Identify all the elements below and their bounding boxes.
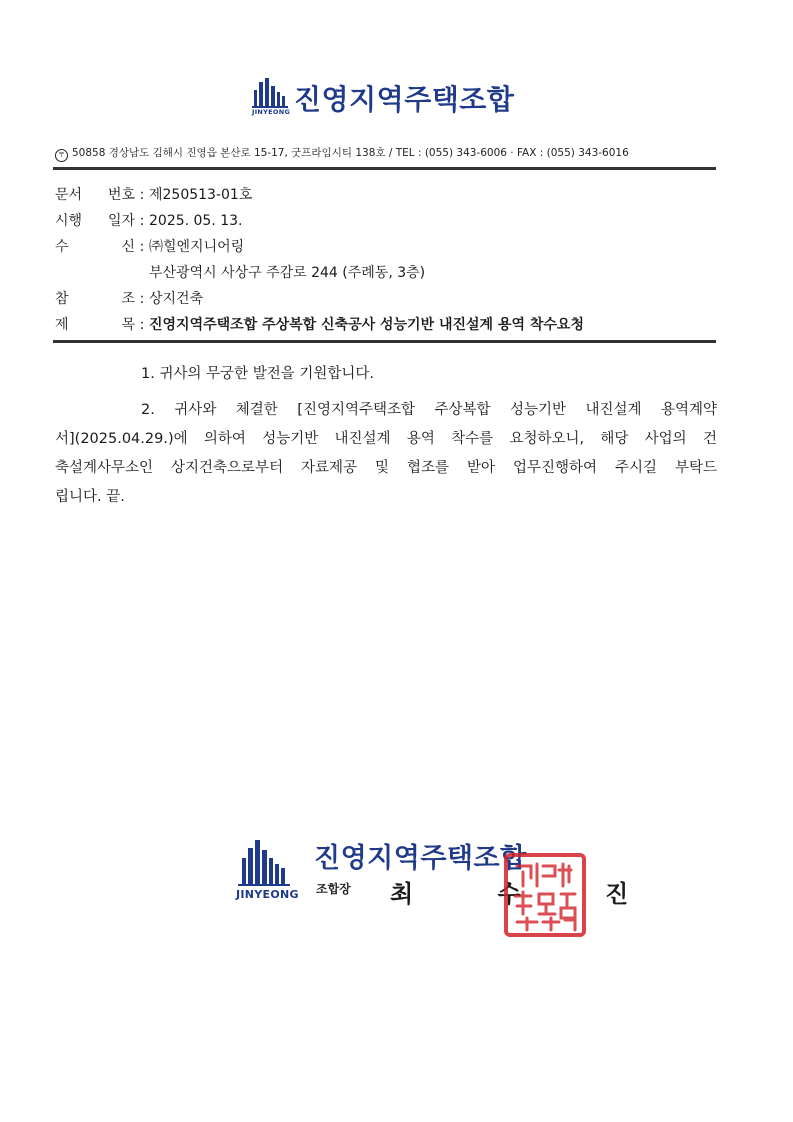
header-org-name: 진영지역주택조합 (294, 83, 515, 116)
subject-row (55, 314, 584, 334)
footer-role: 조합장 (316, 882, 351, 896)
postal-mark-icon: 〒 (55, 149, 68, 162)
separator: : (139, 239, 145, 255)
date-label: 시행 일자 (55, 213, 135, 229)
recipient-label: 수 신 (55, 239, 135, 255)
paragraph-2-line: 서](2025.04.29.)에 의하여 성능기반 내진설계 용역 착수를 요청하오니, 해당 사업의 건 (55, 431, 717, 447)
building-logo-icon (252, 76, 292, 120)
paragraph-2 (55, 396, 717, 512)
paragraph-1-text: 1. 귀사의 무궁한 발전을 기원합니다. (141, 366, 374, 382)
header-logo-en: JINYEONG (252, 108, 291, 116)
address-line (55, 145, 715, 162)
reference-row (55, 288, 203, 308)
date-row (55, 210, 243, 230)
header-logo (252, 76, 542, 124)
recipient-row (55, 236, 244, 256)
separator: : (139, 213, 145, 229)
signatory-name: 최 수 진 (390, 880, 667, 908)
footer-logo-en: JINYEONG (236, 888, 299, 901)
footer-org-name: 진영지역주택조합 (314, 843, 527, 874)
paragraph-2-line: 축설계사무소인 상지건축으로부터 자료제공 및 협조를 받아 업무진행하여 주시길 부탁드 (55, 460, 717, 476)
recipient-address: 부산광역시 사상구 주감로 244 (주례동, 3층) (149, 265, 426, 281)
paragraph-2-line: 립니다. 끝. (55, 489, 125, 505)
paragraph-1 (55, 360, 717, 389)
official-seal-stamp (503, 852, 587, 938)
header-divider (53, 167, 716, 170)
subject-value: 진영지역주택조합 주상복합 신축공사 성능기반 내진설계 용역 착수요청 (149, 317, 584, 333)
doc-number-value: 제250513-01호 (149, 187, 253, 203)
separator: : (139, 291, 145, 307)
subject-label: 제 목 (55, 317, 135, 333)
footer-building-logo-icon (236, 838, 300, 886)
meta-divider (53, 340, 716, 343)
doc-number-label: 문서 번호 (55, 187, 135, 203)
address-text: 50858 경상남도 김해시 진영읍 본산로 15-17, 굿프라임시티 138호 / TEL : (055) 343-6006 · FAX : (055) 343-6016 (72, 147, 629, 159)
recipient-value: ㈜힐엔지니어링 (149, 239, 245, 255)
footer-logo (236, 838, 326, 904)
reference-label: 참 조 (55, 291, 135, 307)
separator: : (139, 187, 145, 203)
date-value: 2025. 05. 13. (149, 213, 243, 229)
doc-number-row (55, 184, 252, 204)
reference-value: 상지건축 (149, 291, 204, 307)
separator: : (139, 317, 145, 333)
paragraph-2-line: 2. 귀사와 체결한 [진영지역주택조합 주상복합 성능기반 내진설계 용역계약 (141, 402, 717, 418)
